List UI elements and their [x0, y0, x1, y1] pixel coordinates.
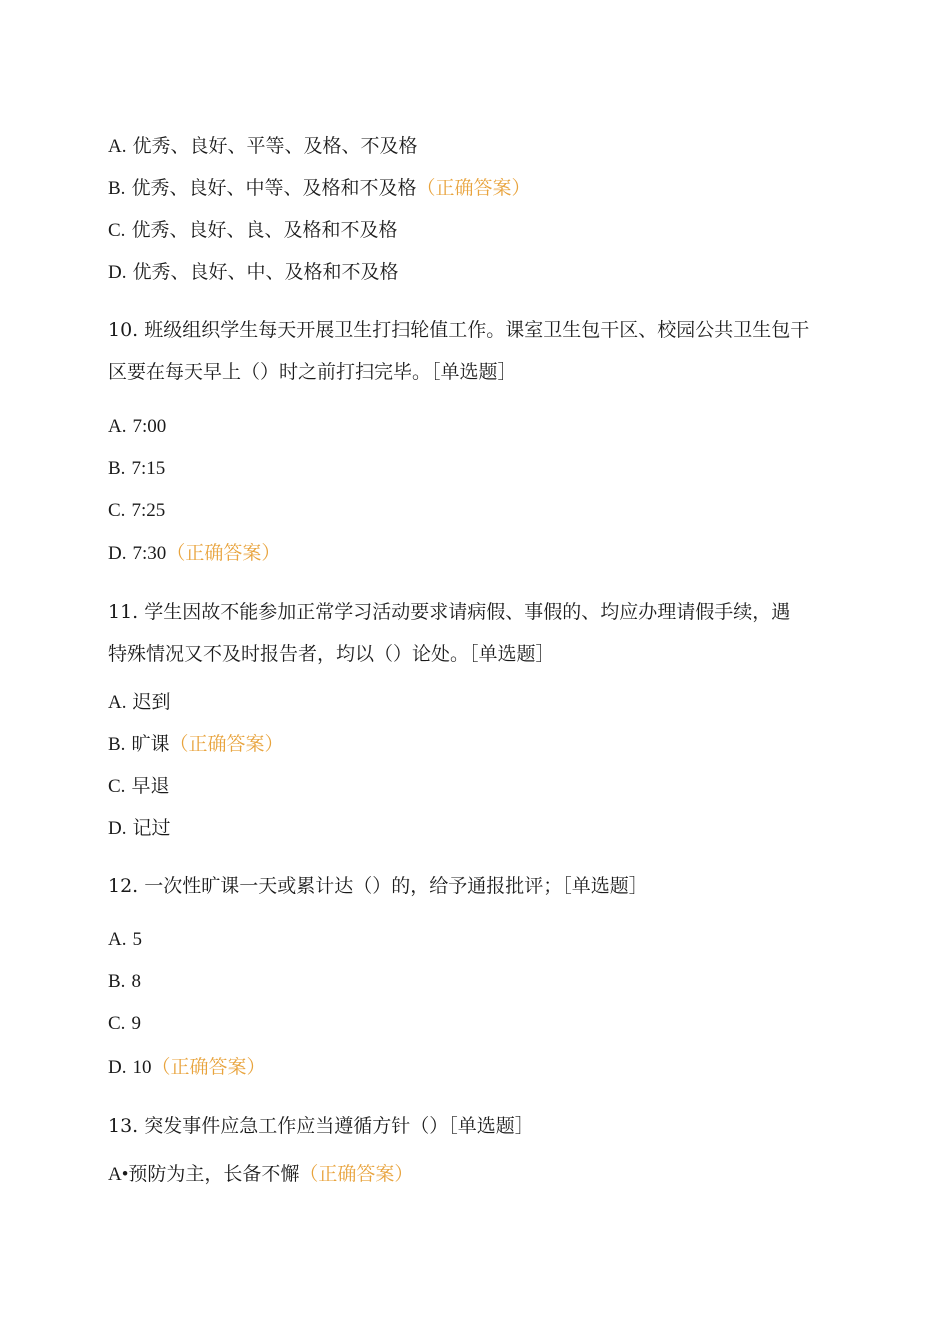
- option-text: 7:25: [131, 500, 166, 521]
- option-letter: B.: [108, 178, 126, 199]
- q11-stem-line1: 11. 学生因故不能参加正常学习活动要求请病假、事假的、均应办理请假手续，遇: [108, 601, 791, 623]
- q10-option-c: [108, 497, 165, 524]
- q10-option-a: [108, 413, 166, 440]
- correct-answer-mark: （正确答案）: [169, 733, 284, 755]
- q10-option-d: [108, 540, 280, 567]
- option-text: 优秀、良好、中等、及格和不及格: [131, 177, 417, 199]
- correct-answer-mark: （正确答案）: [416, 177, 531, 199]
- option-text: 优秀、良好、中、及格和不及格: [132, 261, 399, 283]
- option-text: 迟到: [132, 691, 171, 713]
- option-text: 10: [132, 1057, 152, 1078]
- option-letter: B.: [108, 971, 126, 992]
- option-text: 预防为主，长备不懈: [128, 1163, 300, 1185]
- option-letter: D.: [108, 818, 127, 839]
- q11-stem-line2: 特殊情况又不及时报告者，均以（）论处。［单选题］: [108, 643, 555, 665]
- option-letter: C.: [108, 1013, 126, 1034]
- correct-answer-mark: （正确答案）: [151, 1056, 266, 1078]
- q10-stem-line1: 10. 班级组织学生每天开展卫生打扫轮值工作。课室卫生包干区、校园公共卫生包干: [108, 319, 810, 341]
- option-letter: C.: [108, 500, 126, 521]
- q11-option-c: [108, 773, 170, 800]
- option-text: 7:00: [132, 416, 167, 437]
- q13-option-a: [108, 1161, 413, 1188]
- option-text: 早退: [131, 775, 170, 797]
- q12-option-c: [108, 1010, 141, 1037]
- correct-answer-mark: （正确答案）: [299, 1163, 414, 1185]
- q11-option-d: [108, 815, 171, 842]
- option-letter: B.: [108, 458, 126, 479]
- q11-option-b: [108, 731, 284, 758]
- option-letter: B.: [108, 734, 126, 755]
- option-letter: C.: [108, 776, 126, 797]
- option-text: 7:15: [131, 458, 166, 479]
- q9-option-b: [108, 175, 531, 202]
- option-letter: A.: [108, 929, 127, 950]
- q12-stem-line1: 12. 一次性旷课一天或累计达（）的，给予通报批评；［单选题］: [108, 875, 648, 897]
- q12-option-a: [108, 926, 142, 953]
- q11-option-a: [108, 689, 171, 716]
- option-text: 8: [131, 971, 141, 992]
- q9-option-d: [108, 259, 399, 286]
- q9-option-a: [108, 133, 418, 160]
- q12-option-b: [108, 968, 141, 995]
- option-text: 旷课: [131, 733, 170, 755]
- option-letter: D.: [108, 543, 127, 564]
- option-text: 优秀、良好、良、及格和不及格: [131, 219, 398, 241]
- option-letter: A.: [108, 136, 127, 157]
- option-text: 记过: [132, 817, 171, 839]
- option-text: 优秀、良好、平等、及格、不及格: [132, 135, 418, 157]
- option-text: 7:30: [132, 543, 167, 564]
- q12-option-d: [108, 1054, 266, 1081]
- option-letter: A•: [108, 1164, 129, 1185]
- option-letter: D.: [108, 262, 127, 283]
- option-letter: C.: [108, 220, 126, 241]
- q10-option-b: [108, 455, 165, 482]
- option-text: 5: [132, 929, 143, 950]
- q10-stem-line2: 区要在每天早上（）时之前打扫完毕。［单选题］: [108, 361, 517, 383]
- option-text: 9: [131, 1013, 141, 1034]
- q13-stem-line1: 13. 突发事件应急工作应当遵循方针（）［单选题］: [108, 1115, 534, 1137]
- q9-option-c: [108, 217, 398, 244]
- option-letter: A.: [108, 416, 127, 437]
- correct-answer-mark: （正确答案）: [166, 542, 281, 564]
- option-letter: A.: [108, 692, 127, 713]
- option-letter: D.: [108, 1057, 127, 1078]
